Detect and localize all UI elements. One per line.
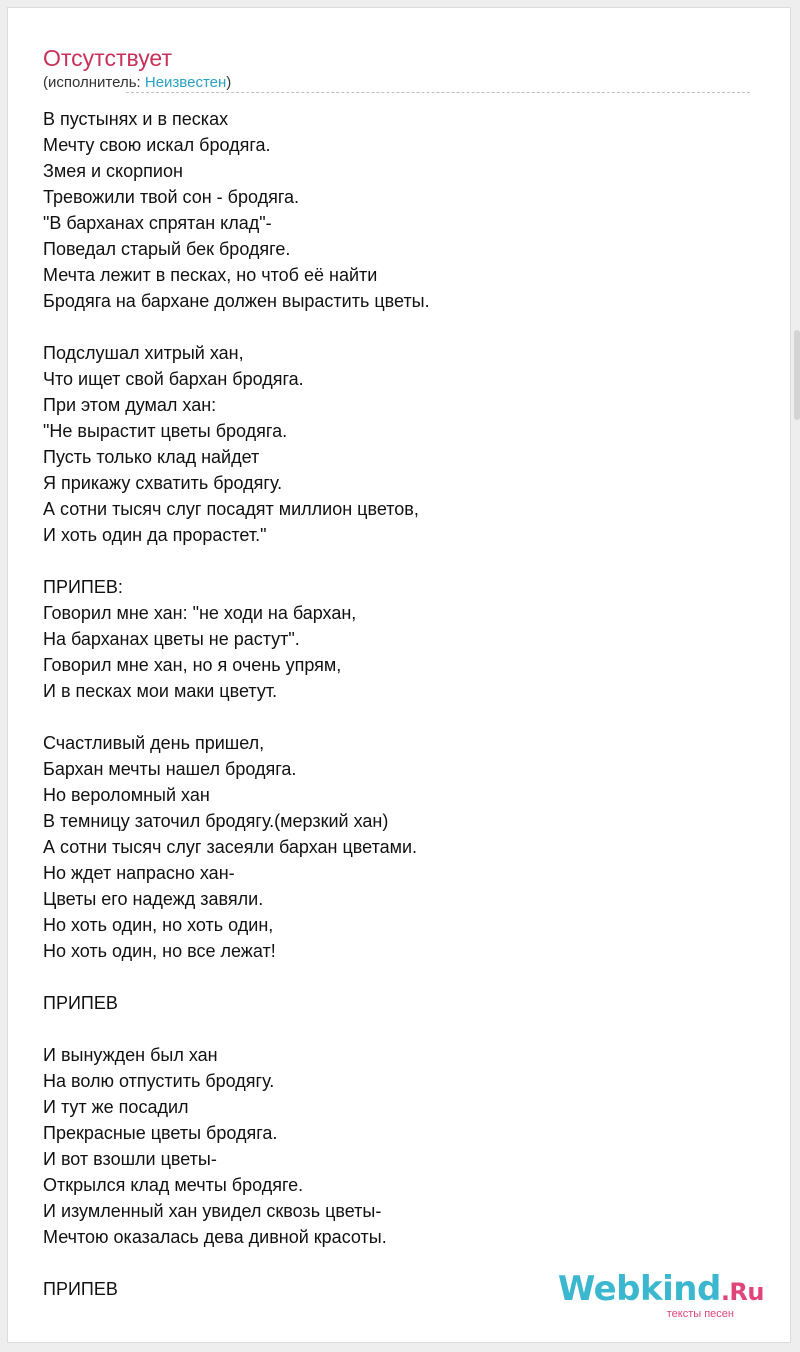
lyrics-line: И тут же посадил [43, 1097, 189, 1117]
lyrics-line: Я прикажу схватить бродягу. [43, 473, 283, 493]
lyrics-line: Открылся клад мечты бродяге. [43, 1175, 304, 1195]
lyrics-line: Поведал старый бек бродяге. [43, 239, 291, 259]
lyrics-line: Мечту свою искал бродяга. [43, 135, 271, 155]
logo-name: Webkind [557, 1269, 721, 1309]
artist-suffix: ) [226, 74, 232, 91]
lyrics-line: ПРИПЕВ [43, 1279, 118, 1299]
lyrics-line: Мечта лежит в песках, но чтоб её найти [43, 265, 378, 285]
lyrics-card [7, 7, 791, 1343]
lyrics-line: Но хоть один, но все лежат! [43, 941, 276, 961]
lyrics-line: ПРИПЕВ [43, 993, 118, 1013]
lyrics-line: Что ищет свой бархан бродяга. [43, 369, 304, 389]
lyrics-line: Бродяга на бархане должен вырастить цветы. [43, 291, 430, 311]
lyrics-line: Цветы его надежд завяли. [43, 889, 264, 909]
lyrics-body [43, 106, 763, 1328]
lyrics-line: Подслушал хитрый хан, [43, 343, 244, 363]
lyrics-line: И хоть один да прорастет." [43, 525, 267, 545]
lyrics-line: Говорил мне хан, но я очень упрям, [43, 655, 342, 675]
artist-line [43, 73, 231, 93]
lyrics-line: Но вероломный хан [43, 785, 210, 805]
lyrics-line: В пустынях и в песках [43, 109, 229, 129]
lyrics-line: "В барханах спрятан клад"- [43, 213, 272, 233]
lyrics-line: Мечтою оказалась дева дивной красоты. [43, 1227, 387, 1247]
logo-wordmark [558, 1271, 764, 1310]
artist-link[interactable]: Неизвестен [144, 74, 227, 91]
scrollbar[interactable] [794, 330, 800, 420]
lyrics-line: "Не вырастит цветы бродяга. [43, 421, 288, 441]
lyrics-stanza [43, 574, 763, 704]
song-title: Отсутствует [43, 45, 172, 71]
logo-tagline: тексты песен [666, 1308, 734, 1320]
logo-tld: .Ru [720, 1278, 764, 1306]
lyrics-line: ПРИПЕВ: [43, 577, 123, 597]
lyrics-line: И вот взошли цветы- [43, 1149, 217, 1169]
lyrics-line: Но хоть один, но хоть один, [43, 915, 274, 935]
lyrics-stanza [43, 106, 763, 314]
lyrics-line: Говорил мне хан: "не ходи на бархан, [43, 603, 357, 623]
lyrics-line: А сотни тысяч слуг засеяли бархан цветами. [43, 837, 418, 857]
lyrics-line: На волю отпустить бродягу. [43, 1071, 275, 1091]
artist-prefix: (исполнитель: [43, 74, 145, 91]
lyrics-line: Бархан мечты нашел бродяга. [43, 759, 297, 779]
lyrics-line: Счастливый день пришел, [43, 733, 265, 753]
lyrics-stanza [43, 730, 763, 964]
lyrics-line: И вынужден был хан [43, 1045, 218, 1065]
lyrics-line: Но ждет напрасно хан- [43, 863, 235, 883]
lyrics-line: Змея и скорпион [43, 161, 183, 181]
lyrics-stanza [43, 340, 763, 548]
lyrics-line: Тревожили твой сон - бродяга. [43, 187, 300, 207]
site-logo[interactable] [558, 1271, 764, 1320]
header-divider [126, 92, 750, 93]
lyrics-line: При этом думал хан: [43, 395, 217, 415]
lyrics-line: И изумленный хан увидел сквозь цветы- [43, 1201, 382, 1221]
lyrics-line: Прекрасные цветы бродяга. [43, 1123, 278, 1143]
lyrics-line: Пусть только клад найдет [43, 447, 260, 467]
lyrics-stanza [43, 1042, 763, 1250]
lyrics-line: На барханах цветы не растут". [43, 629, 300, 649]
lyrics-line: А сотни тысяч слуг посадят миллион цветов, [43, 499, 419, 519]
lyrics-line: В темницу заточил бродягу.(мерзкий хан) [43, 811, 389, 831]
lyrics-line: И в песках мои маки цветут. [43, 681, 278, 701]
lyrics-stanza [43, 990, 763, 1016]
